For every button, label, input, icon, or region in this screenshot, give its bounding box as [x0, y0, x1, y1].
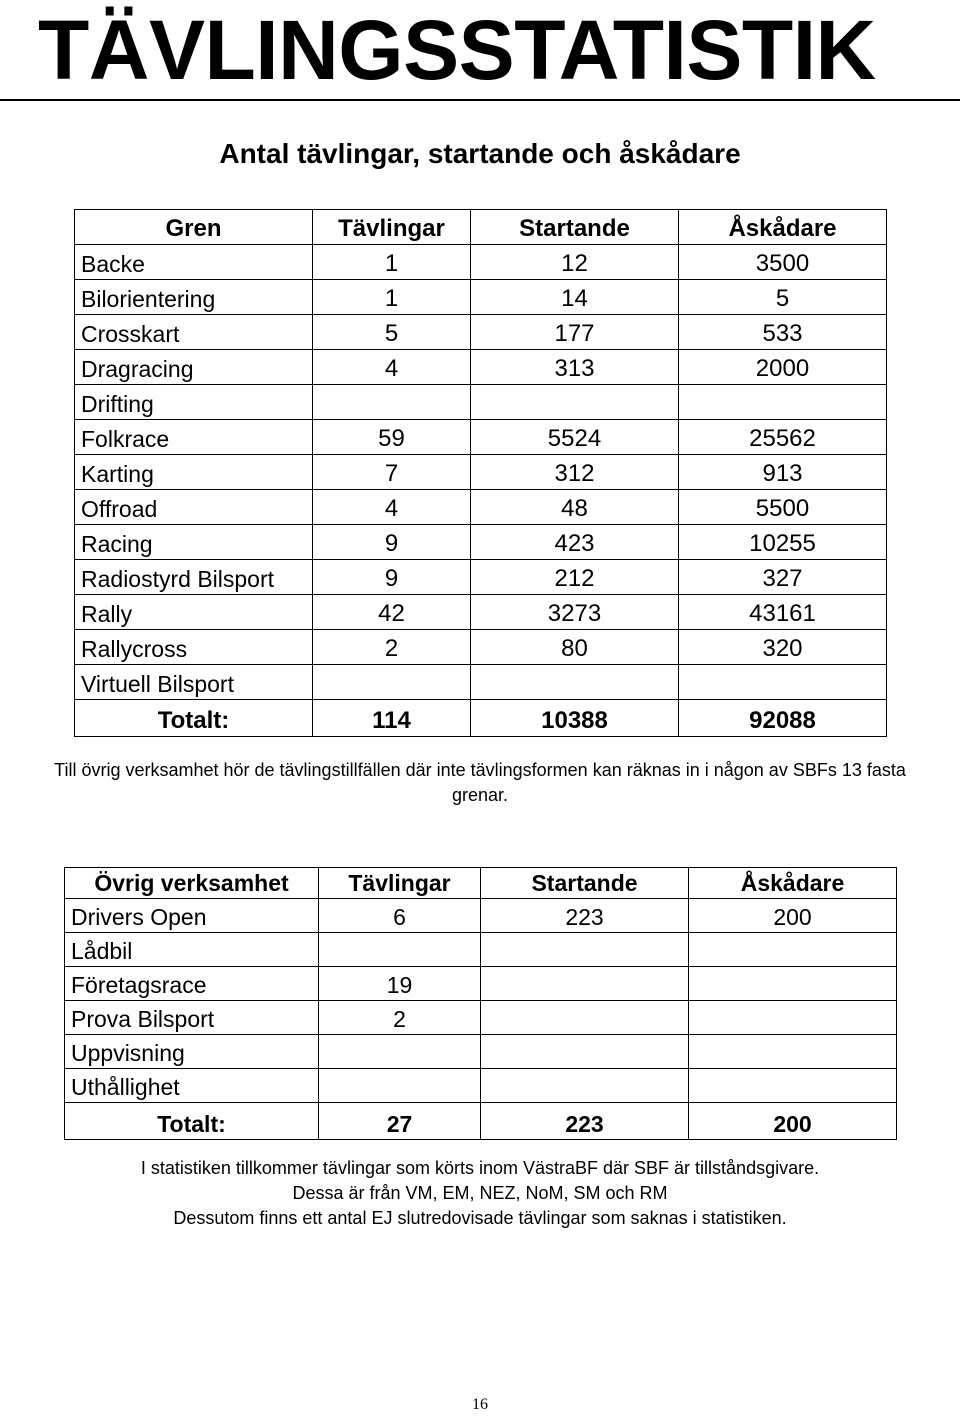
footnote-line: I statistiken tillkommer tävlingar som körts inom VästraBF där SBF är tillståndsgivare. [140, 1158, 820, 1178]
table-row [75, 630, 887, 665]
table-cell: 327 [679, 560, 887, 595]
table-cell: 3500 [679, 245, 887, 280]
table-row [75, 350, 887, 385]
table-cell [481, 1001, 689, 1035]
table-cell [481, 933, 689, 967]
table-cell [319, 1069, 481, 1103]
column-header: Övrig verksamhet [65, 868, 319, 899]
table-cell: 313 [471, 350, 679, 385]
table-row [65, 1069, 897, 1103]
table-cell [481, 967, 689, 1001]
table-cell: 1 [313, 280, 471, 315]
row-label: Karting [75, 455, 313, 490]
row-label: Prova Bilsport [65, 1001, 319, 1035]
table-cell: 223 [481, 899, 689, 933]
table-cell: 4 [313, 490, 471, 525]
table-row [75, 665, 887, 700]
footnote-line: Dessutom finns ett antal EJ slutredovisade tävlingar som saknas i statistiken. [173, 1208, 787, 1228]
table-row [75, 385, 887, 420]
total-cell: 92088 [679, 700, 887, 737]
table-cell [679, 385, 887, 420]
row-label: Crosskart [75, 315, 313, 350]
table-cell: 913 [679, 455, 887, 490]
table-cell: 2 [319, 1001, 481, 1035]
other-header-row [65, 868, 897, 899]
table-row [75, 280, 887, 315]
column-header: Åskådare [679, 210, 887, 245]
table-cell: 9 [313, 525, 471, 560]
table-cell: 43161 [679, 595, 887, 630]
row-label: Backe [75, 245, 313, 280]
table-cell: 2 [313, 630, 471, 665]
table-cell: 6 [319, 899, 481, 933]
column-header: Gren [75, 210, 313, 245]
row-label: Rally [75, 595, 313, 630]
table-row [75, 455, 887, 490]
row-label: Företagsrace [65, 967, 319, 1001]
table-row [65, 1001, 897, 1035]
table-cell: 2000 [679, 350, 887, 385]
table-cell: 5524 [471, 420, 679, 455]
column-header: Åskådare [689, 868, 897, 899]
table-cell [319, 1035, 481, 1069]
row-label: Offroad [75, 490, 313, 525]
table-cell: 25562 [679, 420, 887, 455]
table-cell: 533 [679, 315, 887, 350]
table-row [65, 967, 897, 1001]
competition-header-row [75, 210, 887, 245]
competition-stats-table [74, 209, 887, 737]
row-label: Uppvisning [65, 1035, 319, 1069]
table-cell: 19 [319, 967, 481, 1001]
total-label: Totalt: [75, 700, 313, 737]
row-label: Drifting [75, 385, 313, 420]
table-cell: 3273 [471, 595, 679, 630]
table-cell: 212 [471, 560, 679, 595]
page-title: TÄVLINGSSTATISTIK [38, 3, 876, 97]
table-cell: 7 [313, 455, 471, 490]
column-header: Startande [471, 210, 679, 245]
table-cell [313, 665, 471, 700]
page-subtitle: Antal tävlingar, startande och åskådare [219, 138, 741, 169]
table-row [75, 315, 887, 350]
table-cell [689, 1069, 897, 1103]
table-cell: 1 [313, 245, 471, 280]
total-cell: 27 [319, 1103, 481, 1140]
row-label: Uthållighet [65, 1069, 319, 1103]
table-cell [319, 933, 481, 967]
total-cell: 10388 [471, 700, 679, 737]
row-label: Rallycross [75, 630, 313, 665]
table-row [75, 490, 887, 525]
total-cell: 200 [689, 1103, 897, 1140]
table-row [75, 525, 887, 560]
table-row [75, 560, 887, 595]
table-cell [689, 1001, 897, 1035]
table-cell [689, 933, 897, 967]
table-row [75, 595, 887, 630]
row-label: Dragracing [75, 350, 313, 385]
column-header: Tävlingar [313, 210, 471, 245]
competition-total-row [75, 700, 887, 737]
row-label: Drivers Open [65, 899, 319, 933]
table-row [65, 899, 897, 933]
table-cell: 14 [471, 280, 679, 315]
statistics-footnote [30, 1156, 930, 1231]
total-cell: 223 [481, 1103, 689, 1140]
table-cell [481, 1035, 689, 1069]
row-label: Radiostyrd Bilsport [75, 560, 313, 595]
table-cell [313, 385, 471, 420]
table-cell: 200 [689, 899, 897, 933]
table-cell: 10255 [679, 525, 887, 560]
row-label: Racing [75, 525, 313, 560]
row-label: Virtuell Bilsport [75, 665, 313, 700]
table-cell: 177 [471, 315, 679, 350]
table-cell [481, 1069, 689, 1103]
table-row [65, 1035, 897, 1069]
row-label: Lådbil [65, 933, 319, 967]
table-cell: 12 [471, 245, 679, 280]
table-cell [679, 665, 887, 700]
table-cell: 5 [313, 315, 471, 350]
table-cell [689, 967, 897, 1001]
table-cell: 312 [471, 455, 679, 490]
column-header: Startande [481, 868, 689, 899]
table-cell: 5 [679, 280, 887, 315]
table-cell: 59 [313, 420, 471, 455]
table-cell: 423 [471, 525, 679, 560]
table-cell: 4 [313, 350, 471, 385]
table-row [75, 245, 887, 280]
table-cell [471, 385, 679, 420]
other-activities-table [64, 867, 897, 1140]
table-cell: 48 [471, 490, 679, 525]
table-row [75, 420, 887, 455]
table-cell: 5500 [679, 490, 887, 525]
other-total-row [65, 1103, 897, 1140]
table-cell: 9 [313, 560, 471, 595]
table-cell [471, 665, 679, 700]
other-activities-note: Till övrig verksamhet hör de tävlingstillfällen där inte tävlingsformen kan räknas in i någon av SBFs 13 fasta grenar. [54, 760, 906, 805]
column-header: Tävlingar [319, 868, 481, 899]
title-divider [0, 99, 960, 101]
total-label: Totalt: [65, 1103, 319, 1140]
row-label: Bilorientering [75, 280, 313, 315]
total-cell: 114 [313, 700, 471, 737]
page-number: 16 [472, 1396, 488, 1413]
table-row [65, 933, 897, 967]
footnote-line: Dessa är från VM, EM, NEZ, NoM, SM och RM [292, 1183, 668, 1203]
table-cell: 42 [313, 595, 471, 630]
table-cell: 320 [679, 630, 887, 665]
table-cell [689, 1035, 897, 1069]
table-cell: 80 [471, 630, 679, 665]
row-label: Folkrace [75, 420, 313, 455]
